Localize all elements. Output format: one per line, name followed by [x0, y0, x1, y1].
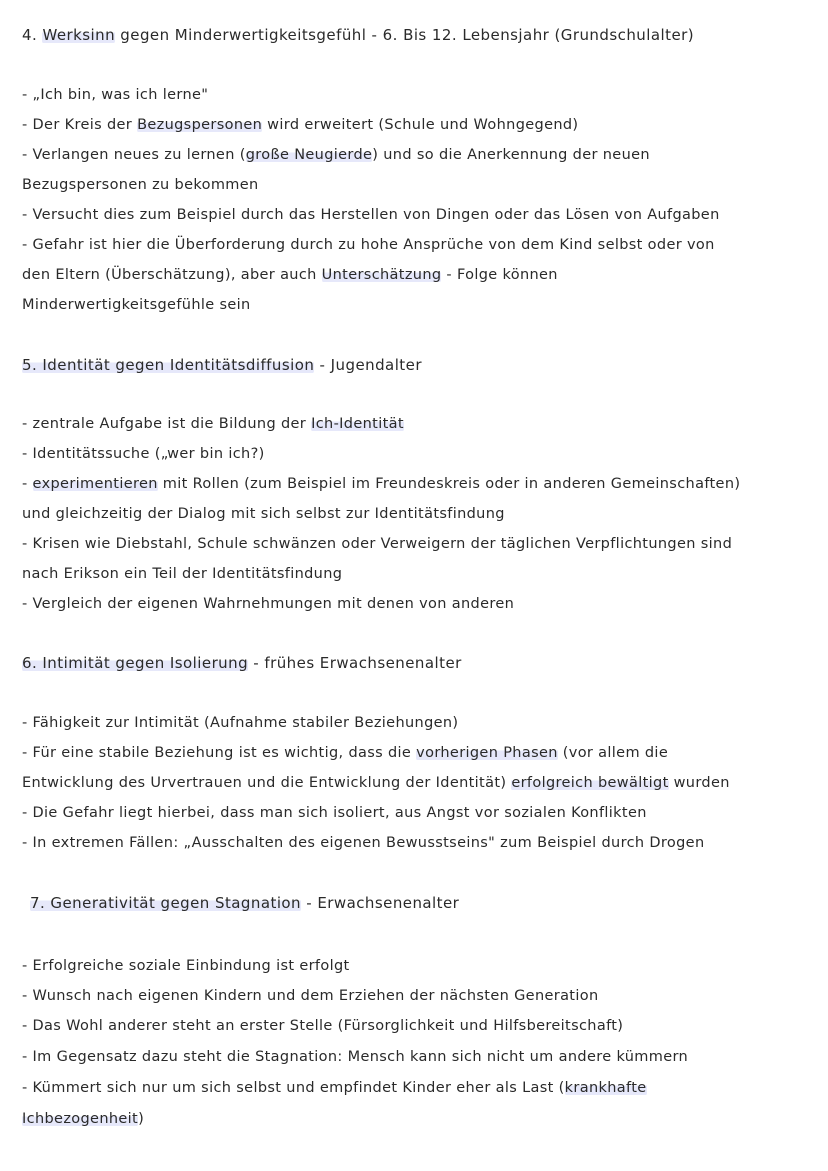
section-4-line-5: - Versucht dies zum Beispiel durch das Herstellen von Dingen oder das Lösen von Aufgaben — [22, 207, 720, 223]
section-5-line-2: - Identitätssuche („wer bin ich?) — [22, 446, 265, 462]
section-5-heading-highlight: 5. Identität gegen Identitätsdiffusion — [22, 356, 315, 374]
section-5-heading-text: - Jugendalter — [314, 356, 422, 374]
highlight-experimentieren: experimentieren — [32, 476, 158, 492]
section-6-line-2 — [22, 742, 668, 764]
section-6-line-3 — [22, 772, 730, 794]
section-6-heading — [22, 652, 462, 674]
highlight-neugierde: große Neugierde — [245, 147, 373, 163]
text-segment: - Der Kreis der — [22, 117, 138, 133]
text-segment: den Eltern (Überschätzung), aber auch — [22, 267, 322, 283]
text-segment: - zentrale Aufgabe ist die Bildung der — [22, 416, 312, 432]
text-segment: - — [22, 476, 33, 492]
highlight-ich-identitaet: Ich-Identität — [311, 416, 404, 432]
section-7-heading — [30, 892, 459, 914]
text-segment: ) — [138, 1111, 145, 1127]
section-4-heading-text: gegen Minderwertigkeitsgefühl - 6. Bis 12. Lebensjahr (Grundschulalter) — [115, 26, 695, 44]
section-7-line-1: - Erfolgreiche soziale Einbindung ist erfolgt — [22, 958, 350, 974]
section-5-line-1 — [22, 413, 404, 435]
section-6-line-5: - In extremen Fällen: „Ausschalten des eigenen Bewusstseins" zum Beispiel durch Drogen — [22, 835, 705, 851]
text-segment: - Für eine stabile Beziehung ist es wichtig, dass die — [22, 745, 417, 761]
text-segment: (vor allem die — [557, 745, 669, 761]
section-6-heading-highlight: 6. Intimität gegen Isolierung — [22, 654, 249, 672]
highlight-unterschaetzung: Unterschätzung — [321, 267, 442, 283]
text-segment: - Verlangen neues zu lernen ( — [22, 147, 246, 163]
section-6-heading-text: - frühes Erwachsenenalter — [248, 654, 462, 672]
text-segment: wurden — [668, 775, 730, 791]
section-4-heading-highlight: Werksinn — [42, 26, 116, 44]
section-6-line-4: - Die Gefahr liegt hierbei, dass man sich isoliert, aus Angst vor sozialen Konflikten — [22, 805, 647, 821]
section-7-line-5 — [22, 1077, 647, 1099]
section-5-line-6: nach Erikson ein Teil der Identitätsfindung — [22, 566, 343, 582]
section-4-line-4: Bezugspersonen zu bekommen — [22, 177, 259, 193]
text-segment: - Folge können — [441, 267, 558, 283]
highlight-ichbezogenheit: Ichbezogenheit — [22, 1111, 139, 1127]
section-5-line-5: - Krisen wie Diebstahl, Schule schwänzen oder Verweigern der täglichen Verpflichtungen sind — [22, 536, 733, 552]
section-5-line-4: und gleichzeitig der Dialog mit sich selbst zur Identitätsfindung — [22, 506, 505, 522]
section-4-line-6: - Gefahr ist hier die Überforderung durch zu hohe Ansprüche von dem Kind selbst oder von — [22, 237, 715, 253]
section-7-line-6 — [22, 1108, 144, 1130]
section-6-line-1: - Fähigkeit zur Intimität (Aufnahme stabiler Beziehungen) — [22, 715, 459, 731]
section-4-line-3 — [22, 144, 650, 166]
section-4-heading — [22, 24, 694, 46]
section-7-heading-highlight: 7. Generativität gegen Stagnation — [30, 894, 302, 912]
highlight-erfolgreich-bewaeltigt: erfolgreich bewältigt — [511, 775, 669, 791]
highlight-bezugspersonen: Bezugspersonen — [137, 117, 263, 133]
section-7-line-3: - Das Wohl anderer steht an erster Stelle (Fürsorglichkeit und Hilfsbereitschaft) — [22, 1018, 624, 1034]
highlight-krankhafte: krankhafte — [564, 1080, 647, 1096]
section-7-line-4: - Im Gegensatz dazu steht die Stagnation: Mensch kann sich nicht um andere kümmern — [22, 1049, 689, 1065]
section-4-line-1: - „Ich bin, was ich lerne" — [22, 87, 209, 103]
text-segment: ) und so die Anerkennung der neuen — [372, 147, 650, 163]
section-4-number: 4. — [22, 26, 38, 44]
text-segment: mit Rollen (zum Beispiel im Freundeskreis oder in anderen Gemeinschaften) — [157, 476, 741, 492]
section-5-line-7: - Vergleich der eigenen Wahrnehmungen mit denen von anderen — [22, 596, 515, 612]
section-4-line-7 — [22, 264, 558, 286]
section-4-line-8: Minderwertigkeitsgefühle sein — [22, 297, 251, 313]
section-5-heading — [22, 354, 422, 376]
section-7-heading-text: - Erwachsenenalter — [301, 894, 460, 912]
text-segment: wird erweitert (Schule und Wohngegend) — [262, 117, 579, 133]
text-segment: - Kümmert sich nur um sich selbst und empfindet Kinder eher als Last ( — [22, 1080, 565, 1096]
section-5-line-3 — [22, 473, 740, 495]
section-4-line-2 — [22, 114, 578, 136]
highlight-vorherigen-phasen: vorherigen Phasen — [416, 745, 558, 761]
text-segment: Entwicklung des Urvertrauen und die Entwicklung der Identität) — [22, 775, 512, 791]
section-7-line-2: - Wunsch nach eigenen Kindern und dem Erziehen der nächsten Generation — [22, 988, 599, 1004]
